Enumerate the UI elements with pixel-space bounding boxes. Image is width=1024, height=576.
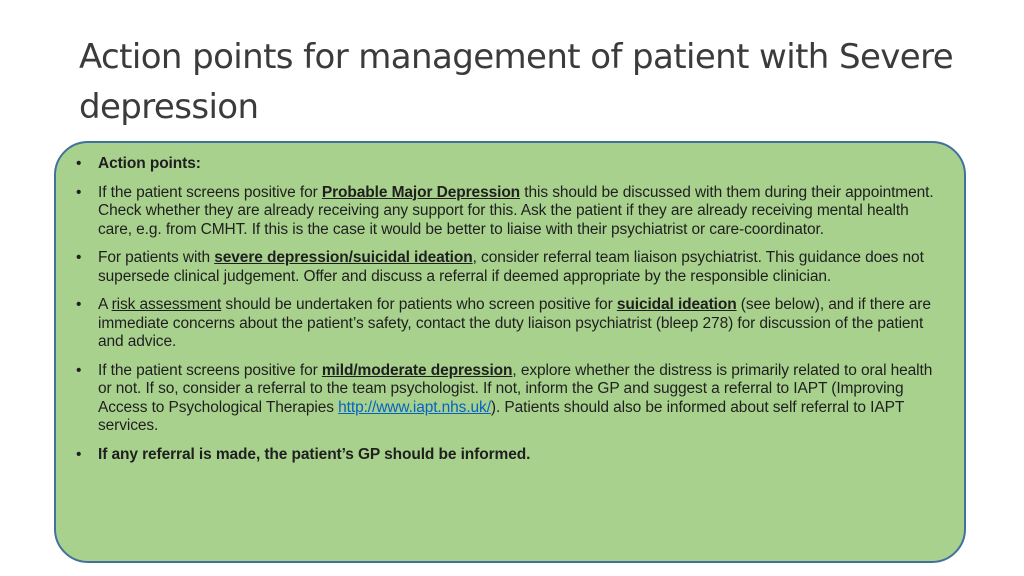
gp-informed-statement: If any referral is made, the patient’s GP should be informed. [98,445,531,463]
text-segment: If the patient screens positive for [98,183,322,201]
bullet-dot: • [76,361,82,379]
list-item-severe-depression [76,249,944,286]
action-points-box [54,141,966,563]
term-suicidal-ideation: suicidal ideation [616,296,737,313]
list-item-risk-assessment [76,296,944,352]
bullet-dot: • [76,183,82,201]
term-probable-major-depression: Probable Major Depression [321,183,521,201]
text-segment: A [98,296,112,313]
action-points-heading: Action points: [98,155,201,172]
list-item-mild-moderate-depression [76,362,944,436]
text-segment: , consider referral team liaison psychiatrist. This guidance does not supersede clinical judgement. Offer and discuss a referral if deemed appropriate by the responsible clinician. [98,249,924,285]
term-mild-moderate-depression: mild/moderate depression [321,361,513,379]
bullet-dot: • [76,445,82,463]
list-item-major-depression [76,184,944,240]
bullet-dot: • [76,296,82,313]
text-segment: (see below), and if there are immediate concerns about the patient’s safety, contact the duty liaison psychiatrist (bleep 278) for discussion of the patient and advice. [98,296,931,350]
term-severe-depression: severe depression/suicidal ideation [214,249,473,266]
text-segment: , explore whether the distress is primarily related to oral health or not. If so, consider a referral to the team psychologist. If not, inform the GP and suggest a referral to IAPT (Improving Access to Psychological Therapies [98,361,933,416]
text-segment: If the patient screens positive for [98,361,322,379]
slide-title: Action points for management of patient with Severe depression [79,37,954,127]
text-segment: ). Patients should also be informed about self referral to IAPT services. [98,398,904,434]
list-item-gp-informed [76,446,944,465]
action-points-list [76,155,944,464]
bullet-dot: • [76,155,82,172]
text-segment: For patients with [98,249,215,266]
list-item-header [76,155,944,174]
iapt-link[interactable]: http://www.iapt.nhs.uk/ [338,398,491,416]
text-segment: should be undertaken for patients who screen positive for [221,296,617,313]
term-risk-assessment: risk assessment [111,296,222,313]
bullet-dot: • [76,249,82,266]
text-segment: this should be discussed with them during their appointment. Check whether they are already receiving any support for this. Ask the patient if they are already receiving mental health care, e.g. from CMHT. If this is the case it would be better to liaise with their psychiatrist or care-coordinator. [98,183,934,238]
